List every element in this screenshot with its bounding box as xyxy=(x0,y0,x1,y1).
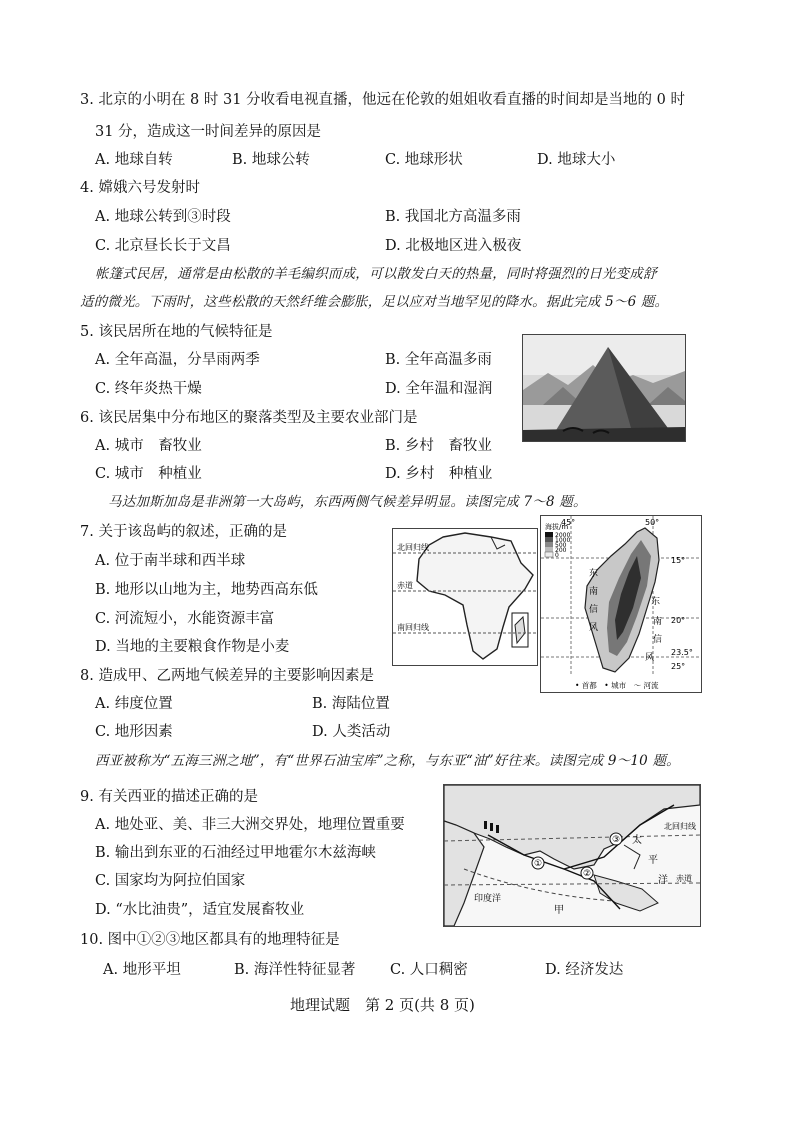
q9-option-a: A. 地处亚、美、非三大洲交界处，地理位置重要 xyxy=(95,817,405,833)
q10-stem: 10. 图中①②③地区都具有的地理特征是 xyxy=(80,932,340,948)
west-wind-label-2: 南 xyxy=(589,587,599,597)
svg-text:1000: 1000 xyxy=(555,537,571,544)
q4-option-d: D. 北极地区进入极夜 xyxy=(385,238,522,254)
q6-option-c: C. 城市 种植业 xyxy=(95,466,202,482)
q3-stem-line2: 31 分，造成这一时间差异的原因是 xyxy=(95,124,322,140)
q7-option-d: D. 当地的主要粮食作物是小麦 xyxy=(95,639,290,655)
lat-23-5-label: 23.5° xyxy=(671,648,693,657)
lat-15-label: 15° xyxy=(671,556,686,565)
svg-text:500: 500 xyxy=(555,542,567,549)
q3-option-c: C. 地球形状 xyxy=(385,152,463,168)
point-jia-label: 甲 xyxy=(554,905,564,916)
q8-option-b: B. 海陆位置 xyxy=(312,696,390,712)
svg-text:200: 200 xyxy=(555,547,567,554)
page-footer: 地理试题 第 2 页(共 8 页) xyxy=(290,996,475,1014)
west-wind-label-4: 风 xyxy=(589,623,599,633)
q5-stem: 5. 该民居所在地的气候特征是 xyxy=(80,324,273,340)
marker-2: ② xyxy=(583,869,592,879)
q5-option-b: B. 全年高温多雨 xyxy=(385,352,492,368)
passage-9-10: 西亚被称为“五海三洲之地”，有“世界石油宝库”之称，与东亚“油”好往来。读图完成 9～10 题。 xyxy=(95,753,680,769)
q8-stem: 8. 造成甲、乙两地气候差异的主要影响因素是 xyxy=(80,668,374,684)
q9-stem: 9. 有关西亚的描述正确的是 xyxy=(80,789,258,805)
q7-option-c: C. 河流短小，水能资源丰富 xyxy=(95,611,275,627)
q7-option-a: A. 位于南半球和西半球 xyxy=(95,553,246,569)
q4-stem: 4. 嫦娥六号发射时 xyxy=(80,180,200,196)
q10-option-d: D. 经济发达 xyxy=(545,962,624,978)
q6-option-a: A. 城市 畜牧业 xyxy=(95,438,202,454)
marker-1: ① xyxy=(534,859,543,869)
q10-option-c: C. 人口稠密 xyxy=(390,962,468,978)
svg-text:海拔/m: 海拔/m xyxy=(545,523,569,531)
q10-option-b: B. 海洋性特征显著 xyxy=(234,962,356,978)
madagascar-relief-map xyxy=(540,515,702,693)
west-asia-oil-route-map xyxy=(443,784,701,927)
east-wind-label-2: 南 xyxy=(653,617,663,627)
q3-stem-line1: 3. 北京的小明在 8 时 31 分收看电视直播，他远在伦敦的姐姐收看直播的时间却是当地的 0 时 xyxy=(80,92,685,108)
svg-text:2000: 2000 xyxy=(555,532,571,539)
q5-option-a: A. 全年高温，分旱雨两季 xyxy=(95,352,260,368)
east-wind-label-1: 东 xyxy=(651,597,661,607)
q8-option-d: D. 人类活动 xyxy=(312,724,391,740)
lon-45-label: 45° xyxy=(561,518,576,527)
lon-50-label: 50° xyxy=(645,518,660,527)
q4-option-c: C. 北京昼长长于文昌 xyxy=(95,238,231,254)
pacific-label-3: 洋 xyxy=(658,875,668,886)
q3-option-d: D. 地球大小 xyxy=(537,152,616,168)
q6-stem: 6. 该民居集中分布地区的聚落类型及主要农业部门是 xyxy=(80,410,418,426)
lat-25-label: 25° xyxy=(671,662,686,671)
q8-option-a: A. 纬度位置 xyxy=(95,696,173,712)
equator-label: 赤道 xyxy=(397,581,413,590)
q4-option-b: B. 我国北方高温多雨 xyxy=(385,209,521,225)
africa-locator-map xyxy=(392,528,538,666)
q3-option-a: A. 地球自转 xyxy=(95,152,173,168)
q5-option-c: C. 终年炎热干燥 xyxy=(95,381,202,397)
q6-option-d: D. 乡村 种植业 xyxy=(385,466,493,482)
q9-option-c: C. 国家均为阿拉伯国家 xyxy=(95,873,246,889)
west-wind-label-3: 信 xyxy=(589,605,599,615)
tropic-of-capricorn-label: 南回归线 xyxy=(397,623,429,632)
map-legend-bottom: • 首都 • 城市 ～ 河流 xyxy=(575,681,659,690)
elevation-legend xyxy=(545,522,570,559)
marker-3: ③ xyxy=(612,835,621,845)
tropic-label: 北回归线 xyxy=(664,822,696,831)
svg-text:0: 0 xyxy=(555,552,559,559)
pacific-label-2: 平 xyxy=(648,855,658,866)
q10-option-a: A. 地形平坦 xyxy=(103,962,181,978)
q4-option-a: A. 地球公转到③时段 xyxy=(95,209,231,225)
indian-ocean-label: 印度洋 xyxy=(474,894,502,904)
q9-option-d: D. “水比油贵”，适宜发展畜牧业 xyxy=(95,902,305,918)
passage-7-8: 马达加斯加岛是非洲第一大岛屿，东西两侧气候差异明显。读图完成 7～8 题。 xyxy=(108,494,587,510)
west-wind-label-1: 东 xyxy=(589,569,599,579)
q7-option-b: B. 地形以山地为主，地势西高东低 xyxy=(95,582,318,598)
passage-5-6-line1: 帐篷式民居，通常是由松散的羊毛编织而成，可以散发白天的热量，同时将强烈的日光变成舒 xyxy=(95,266,657,282)
q3-option-b: B. 地球公转 xyxy=(232,152,310,168)
q6-option-b: B. 乡村 畜牧业 xyxy=(385,438,492,454)
tropic-of-cancer-label: 北回归线 xyxy=(397,543,429,552)
passage-5-6-line2: 适的微光。下雨时，这些松散的天然纤维会膨胀，足以应对当地罕见的降水。据此完成 5～6 题。 xyxy=(80,294,669,310)
east-wind-label-3: 信 xyxy=(653,635,663,645)
lat-20-label: 20° xyxy=(671,616,686,625)
equator-label-asia: 赤道 xyxy=(676,874,692,883)
q5-option-d: D. 全年温和湿润 xyxy=(385,381,493,397)
q9-option-b: B. 输出到东亚的石油经过甲地霍尔木兹海峡 xyxy=(95,845,376,861)
q7-stem: 7. 关于该岛屿的叙述，正确的是 xyxy=(80,524,287,540)
q8-option-c: C. 地形因素 xyxy=(95,724,173,740)
pacific-label-1: 太 xyxy=(632,835,642,846)
tent-dwelling-photo xyxy=(522,334,686,442)
east-wind-label-4: 风 xyxy=(645,653,655,663)
